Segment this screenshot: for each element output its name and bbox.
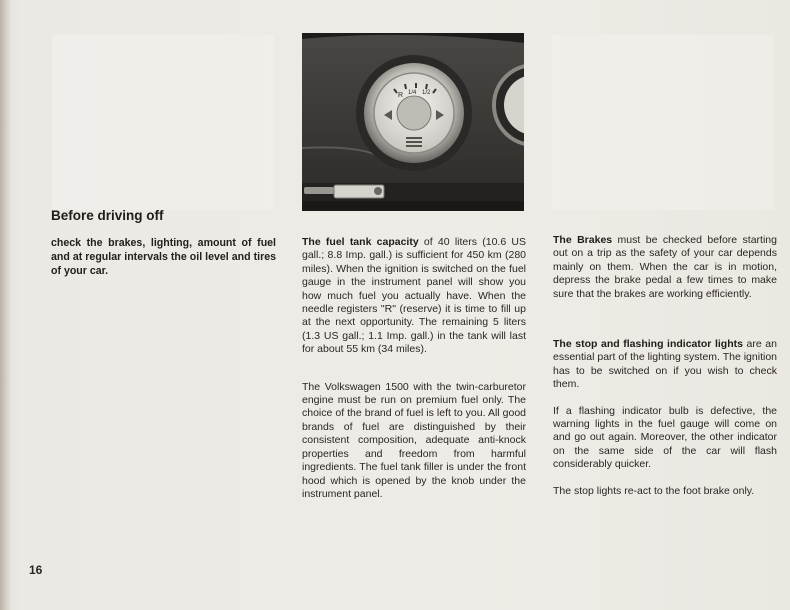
lights-lead: The stop and flashing indicator lights xyxy=(553,338,743,351)
stop-lights-paragraph: The stop lights re-act to the foot brake only. xyxy=(553,484,755,497)
gauge-mark-quarter: 1/4 xyxy=(408,90,417,96)
brakes-text: must be checked before starting out on a trip as the safety of your car depends mainly on them. When the car is in motion, depress the brake pedal a few times to make sure that the brakes are working efficiently. xyxy=(553,234,777,300)
gauge-mark-half: 1/2 xyxy=(422,90,431,96)
fuel-gauge-photo xyxy=(302,33,524,211)
fuel-gauge-icon xyxy=(302,33,524,211)
page-number: 16 xyxy=(29,563,43,577)
fuel-tank-paragraph xyxy=(302,236,526,357)
lights-text: are an essential part of the lighting system. The ignition has to be switched on if you wish to check them. xyxy=(553,338,777,391)
show-through-left xyxy=(52,35,274,210)
fuel-tank-lead: The fuel tank capacity xyxy=(302,236,419,248)
middle-column xyxy=(302,236,526,501)
indicator-bulb-paragraph: If a flashing indicator bulb is defective, the warning lights in the fuel gauge will come on and go out again. Moreover, the other indicator on the same side of the car will flash considerably quicker. xyxy=(553,404,777,471)
brakes-lead: The Brakes xyxy=(553,234,613,246)
lights-paragraph xyxy=(553,338,777,392)
right-column xyxy=(553,234,777,498)
section-title: Before driving off xyxy=(51,208,164,223)
show-through-right xyxy=(552,35,774,210)
fuel-tank-text: of 40 liters (10.6 US gall.; 8.8 Imp. gall.) is sufficient for 450 km (280 miles). When the ignition is switched on the fuel gauge in the instrument panel will show you how much fuel you actually have. When the needle registers "R" (reserve) it is time to fill up at the next opportunity. The remaining 5 liters (1.3 US gall.; 1.1 Imp. gall.) in the tank will last for about 55 km (34 miles). xyxy=(302,236,526,356)
fuel-grade-paragraph: The Volkswagen 1500 with the twin-carburetor engine must be run on premium fuel only. The choice of the brand of fuel is left to you. All good brands of fuel are distinguished by their consistent composition, adequate anti-knock properties and freedom from harmful ingredients. The fuel tank filler is under the front hood which is opened by the knob under the instrument panel. xyxy=(302,380,526,500)
page-binding xyxy=(0,0,10,610)
brakes-paragraph xyxy=(553,234,777,301)
gauge-mark-reserve: R xyxy=(398,92,404,99)
intro-text: check the brakes, lighting, amount of fuel and at regular intervals the oil level and tires of your car. xyxy=(51,237,276,277)
